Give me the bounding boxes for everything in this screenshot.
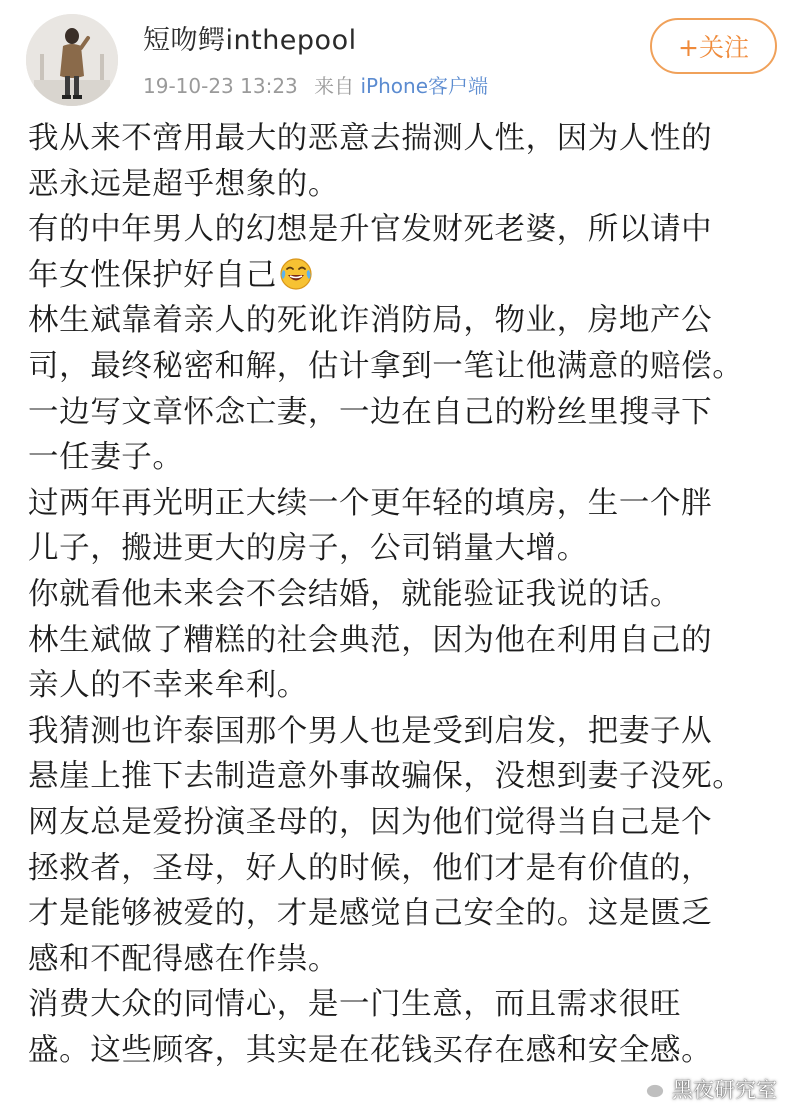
post-text-line <box>28 162 788 208</box>
post-text-line <box>28 526 788 572</box>
post-text-line <box>28 390 788 436</box>
post-text-line <box>28 891 788 937</box>
post-text-line-content: 林生斌靠着亲人的死讹诈消防局，物业，房地产公 <box>28 303 713 339</box>
post-text-line <box>28 435 788 481</box>
post-source-app[interactable]: iPhone客户端 <box>360 74 489 98</box>
post-text-line <box>28 709 788 755</box>
post-text-line <box>28 344 788 390</box>
post-text-line-content: 恶永远是超乎想象的。 <box>28 166 339 202</box>
author-avatar[interactable] <box>26 14 118 106</box>
post-text-line <box>28 1028 788 1074</box>
wechat-icon <box>636 1077 666 1101</box>
post-text-line <box>28 207 788 253</box>
follow-button[interactable] <box>650 18 777 74</box>
post-text-line <box>28 846 788 892</box>
post-text-line <box>28 618 788 664</box>
laughing-crying-emoji-icon <box>279 257 313 291</box>
post-header <box>0 0 797 108</box>
avatar-person-icon <box>26 14 118 106</box>
post-text-line <box>28 663 788 709</box>
post-text-line-content: 一边写文章怀念亡妻，一边在自己的粉丝里搜寻下 <box>28 394 713 430</box>
post-text-line-content: 年女性保护好自己 <box>28 257 277 293</box>
post-source-prefix: 来自 <box>314 74 355 98</box>
post-text-line-content: 我猜测也许泰国那个男人也是受到启发，把妻子从 <box>28 713 713 749</box>
post-text-line-content: 我从来不啻用最大的恶意去揣测人性，因为人性的 <box>28 121 713 156</box>
post-text-line-content: 网友总是爱扮演圣母的，因为他们觉得当自己是个 <box>28 804 713 840</box>
post-text-line-content: 司，最终秘密和解，估计拿到一笔让他满意的赔偿。 <box>28 348 744 384</box>
watermark-text: 黑夜研究室 <box>672 1078 777 1102</box>
watermark <box>636 1074 777 1104</box>
post-text-line <box>28 937 788 983</box>
author-name[interactable]: 短吻鳄inthepool <box>143 25 357 56</box>
post-text-line <box>28 253 788 299</box>
post-text-line <box>28 298 788 344</box>
post-text-line-content: 拯救者，圣母，好人的时候，他们才是有价值的， <box>28 850 713 886</box>
post-text-line-content: 悬崖上推下去制造意外事故骗保，没想到妻子没死。 <box>28 759 744 795</box>
post-text-line <box>28 982 788 1028</box>
post-text-line-content: 有的中年男人的幻想是升官发财死老婆，所以请中 <box>28 212 713 248</box>
post-text-line <box>28 572 788 618</box>
post-text-line-content: 儿子，搬进更大的房子，公司销量大增。 <box>28 531 588 567</box>
post-text-line-content: 才是能够被爱的，才是感觉自己安全的。这是匮乏 <box>28 896 713 932</box>
post-text-line-content: 消费大众的同情心，是一门生意，而且需求很旺 <box>28 987 682 1023</box>
post-text-line-content: 一任妻子。 <box>28 440 184 476</box>
post-text-line-content: 你就看他未来会不会结婚，就能验证我说的话。 <box>28 576 682 612</box>
post-text-line-content: 过两年再光明正大续一个更年轻的填房，生一个胖 <box>28 485 713 521</box>
post-text-line-content: 林生斌做了糟糕的社会典范，因为他在利用自己的 <box>28 622 713 658</box>
post-text-line-content: 盛。这些顾客，其实是在花钱买存在感和安全感。 <box>28 1032 713 1068</box>
follow-button-label: +关注 <box>678 33 749 62</box>
post-body <box>28 116 788 1073</box>
post-text-line-content: 感和不配得感在作祟。 <box>28 941 339 977</box>
post-meta <box>143 70 488 99</box>
post-timestamp: 19-10-23 13:23 <box>143 74 298 98</box>
post-text-line <box>28 116 788 162</box>
post-text-line-content: 亲人的不幸来牟利。 <box>28 668 308 704</box>
post-text-line <box>28 754 788 800</box>
post-text-line <box>28 800 788 846</box>
post-text-line <box>28 481 788 527</box>
